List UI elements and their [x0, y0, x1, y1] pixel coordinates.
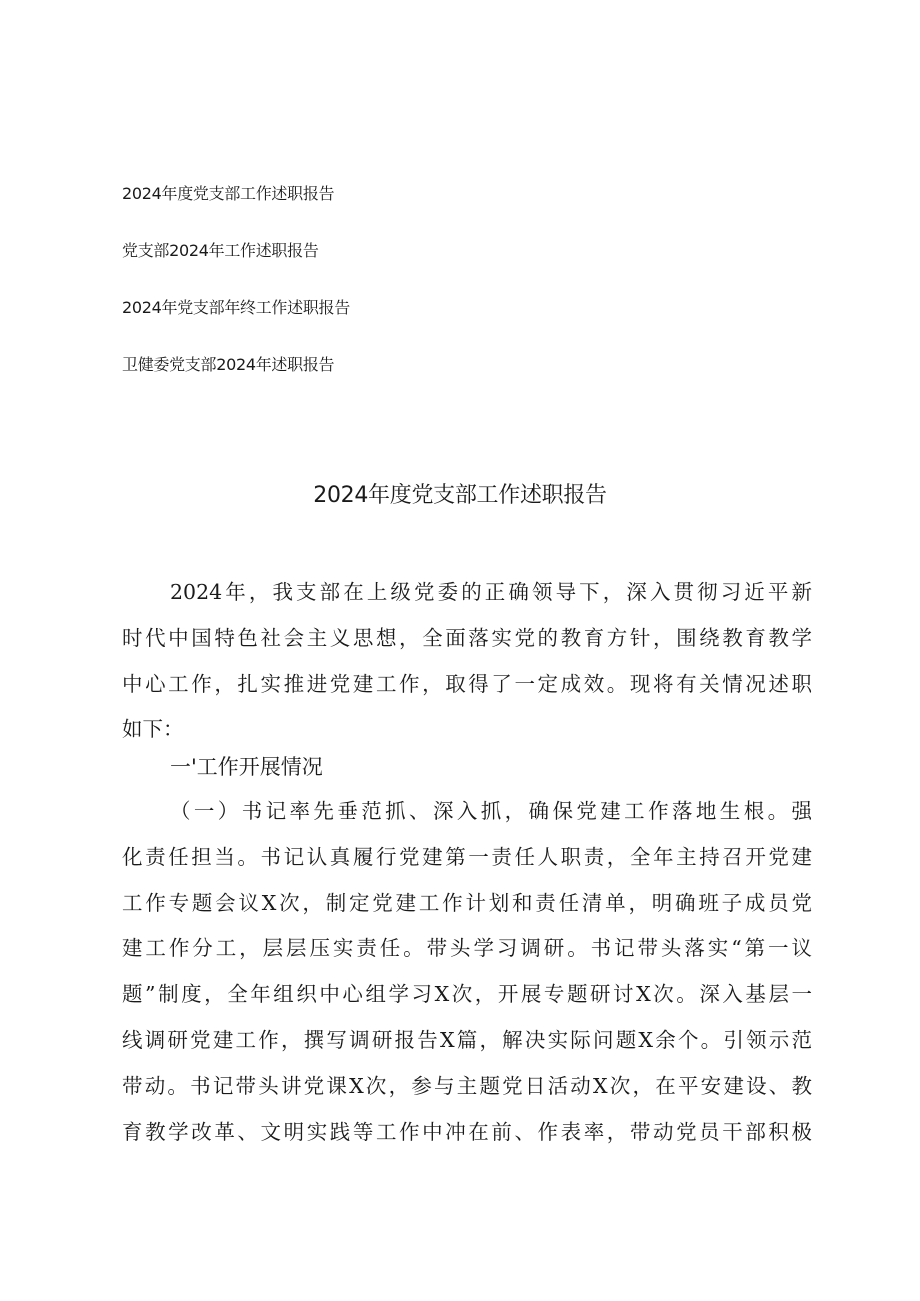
- toc-item: 党支部2024年工作述职报告: [122, 241, 319, 260]
- toc-item: 2024年党支部年终工作述职报告: [122, 298, 350, 317]
- paragraph-line: 工作专题会议X次，制定党建工作计划和责任清单，明确班子成员党: [122, 890, 812, 915]
- paragraph-line: 如下：: [122, 717, 184, 742]
- intro-paragraph: [122, 570, 812, 753]
- paragraph-line: 化责任担当。书记认真履行党建第一责任人职责，全年主持召开党建: [122, 844, 812, 869]
- document-title: 2024年度党支部工作述职报告: [313, 483, 607, 508]
- section-heading: 一'工作开展情况: [170, 755, 323, 779]
- toc-item: 卫健委党支部2024年述职报告: [122, 355, 335, 374]
- paragraph-line: （一）书记率先垂范抓、深入抓，确保党建工作落地生根。强: [170, 799, 812, 823]
- paragraph-line: 2024年，我支部在上级党委的正确领导下，深入贯彻习近平新: [170, 580, 812, 604]
- paragraph-line: 线调研党建工作，撰写调研报告X篇，解决实际问题X余个。引领示范: [122, 1027, 812, 1052]
- paragraph-line: 带动。书记带头讲党课X次，参与主题党日活动X次，在平安建设、教: [122, 1073, 812, 1098]
- paragraph-line: 育教学改革、文明实践等工作中冲在前、作表率，带动党员干部积极: [122, 1119, 812, 1144]
- paragraph-line: 题”制度，全年组织中心组学习X次，开展专题研讨X次。深入基层一: [122, 982, 812, 1007]
- paragraph-line: 中心工作，扎实推进党建工作，取得了一定成效。现将有关情况述职: [122, 671, 812, 696]
- paragraph-line: 建工作分工，层层压实责任。带头学习调研。书记带头落实“第一议: [122, 936, 812, 961]
- table-of-contents: [122, 183, 350, 411]
- section-paragraph: [122, 789, 812, 1155]
- paragraph-line: 时代中国特色社会主义思想，全面落实党的教育方针，围绕教育教学: [122, 625, 812, 650]
- toc-item: 2024年度党支部工作述职报告: [122, 184, 335, 203]
